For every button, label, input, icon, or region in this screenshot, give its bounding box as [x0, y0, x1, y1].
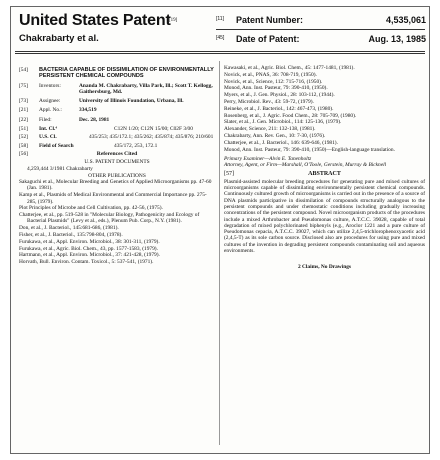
- list-item: Plot Principles of Microbe and Cell Cultivation, pp. 42-56, (1975).: [19, 205, 163, 212]
- list-item: Chatterjee, et al., J. Bacteriol., 146: 639-646, (1981).: [224, 139, 338, 146]
- list-item: Kawasaki, et al., Agric. Biol. Chem., 45: 1477-1481, (1981).: [224, 65, 355, 71]
- abstract-text: Plasmid-assisted molecular breeding procedures for generating pure and mixed cultures of microorganisms capable of dissimilating environmentally persistent chemical compounds. Continuously cultured growth of microorganisms is carried out in the presence of a source of DNA plasmids participative in dissimilation of compounds structurally analogous to the persistent compounds and under chemostatic conditions including gradually increasing concentrations of the persistent compound. Novel microorganism products of the procedures include a mixed Arthrobacter and Pseudomonas culture, A.T.C.C. 39028, capable of total degradation of mixed polychlorinated biphenyls (e.g., Aroclor 1221 and a pure culture of Pseudomonas cepacia, A.T.C.C. 39027, which can utilize 2,4,5-trichlorophenoxyacetic acid (2,4,5-T) as its sole carbon source. Disclosed also are procedures for using pure and mixed cultures of the invention in degrading persistent compounds contaminating soil and aqueous environments.: [224, 178, 425, 255]
- filed-value: Dec. 28, 1981: [79, 116, 110, 123]
- search-field: [19, 143, 215, 149]
- appl-code: [21]: [19, 107, 28, 114]
- uscl-code: [52]: [19, 134, 28, 141]
- patent-number: 4,535,061: [385, 15, 426, 25]
- title-field-code: [54]: [19, 67, 28, 73]
- other-pubs-heading: OTHER PUBLICATIONS: [88, 172, 146, 179]
- search-value: 435/172, 253, 172.1: [114, 142, 158, 149]
- list-item: Rosenberg, et al., J. Agric. Food Chem., 28: 705-709, (1980).: [224, 112, 357, 119]
- list-item: Monod, Ann. Inst. Pasteur, 79: 390-410, (1950).: [224, 85, 328, 92]
- list-item: Alexander, Science, 211: 132-138, (1981).: [224, 126, 316, 133]
- left-column: [19, 67, 215, 266]
- assignee-label: Assignee:: [39, 98, 61, 105]
- intcl-label: Int. Cl.⁴: [39, 126, 57, 133]
- list-item: Kamp et al., Plasmids of Medical Environmental and Commercial Importance pp. 275-285, (1979).: [19, 192, 207, 205]
- refs-heading: References Cited: [96, 150, 138, 157]
- uscl-field: [19, 134, 215, 140]
- appl-label: Appl. No.:: [39, 107, 62, 114]
- us-docs-heading: U.S. PATENT DOCUMENTS: [84, 159, 150, 166]
- invention-title: BACTERIA CAPABLE OF DISSIMILATION OF ENVIRONMENTALLY PERSISTENT CHEMICAL COMPOUNDS: [39, 67, 214, 80]
- list-item: Fisher, et al., J. Bacteriol., 135:798-804, (1978).: [19, 232, 123, 239]
- refs-field: [19, 151, 215, 157]
- date-code: [45]: [216, 35, 225, 41]
- patent-page: [10, 6, 430, 454]
- assignee-value: University of Illinois Foundation, Urbana, Ill.: [79, 98, 184, 105]
- abstract-code: [57]: [224, 171, 234, 178]
- appl-value: 334,519: [79, 107, 97, 114]
- claims-summary: 2 Claims, No Drawings: [297, 264, 351, 271]
- header-rule-top: [216, 29, 425, 30]
- list-item: Furukawa, et al., Appl. Environ. Microbiol., 38: 301-311, (1979).: [19, 238, 160, 245]
- list-item: Myers, et al., J. Gen. Physiol., 28: 103-112, (1944).: [224, 92, 335, 99]
- list-item: Chatterjee, et al., pp. 519-528 in "Molecular Biology, Pathogenicity and Ecology of Bacterial Plasmids" (Levy et al., eds.), Plenum Pub. Corp., N.Y. (1981).: [19, 212, 200, 225]
- primary-examiner: Primary Examiner—Alvin E. Tanenholtz: [224, 155, 312, 162]
- appl-field: [19, 107, 215, 113]
- inventors-field: [19, 83, 215, 96]
- uscl-value: 435/253; 435/172.1; 435/262; 435/874; 435/876; 210/601: [89, 134, 214, 141]
- list-item: Hartmann, et al., Appl. Environ. Microbiol., 37: 421-428, (1979).: [19, 252, 160, 259]
- list-item: Reineke, et al., J. Bacteriol., 142: 467-473, (1980).: [224, 105, 334, 112]
- assignee-field: [19, 98, 215, 104]
- inventors-value: Ananda M. Chakrabarty, Villa Park, Ill.; Scott T. Kellogg, Gaithersburg, Md.: [79, 82, 213, 95]
- list-item: Slater, et al., J. Gen. Microbiol., 114: 125-136, (1979).: [224, 119, 342, 126]
- intcl-value: C12N 1/20; C12N 15/00; C02F 3/00: [114, 126, 193, 133]
- list-item: Monod, Ann. Inst. Pasteur, 79: 390-410, (1950)—English-language translation.: [224, 146, 395, 153]
- header-rule-main: [15, 51, 425, 52]
- title-code: [19]: [169, 18, 178, 23]
- list-item: Perry, Microbiol. Rev., 43: 59-72, (1979).: [224, 98, 314, 105]
- filed-field: [19, 117, 215, 123]
- list-item: Horvath, Bull. Environ. Contam. Toxicol., 5: 537-541, (1971).: [19, 259, 154, 266]
- us-doc-item: 4,259,444 3/1981 Chakrabarty: [27, 165, 93, 172]
- column-divider: [219, 61, 220, 445]
- inventor-header: Chakrabarty et al.: [19, 33, 99, 44]
- search-label: Field of Search: [39, 142, 74, 149]
- refs-code: [56]: [19, 150, 28, 157]
- list-item: Furukawa, et al., Agric. Biol. Chem., 43, pp. 1577-1583, (1979).: [19, 245, 158, 252]
- list-item: Sakaguchi et al., Molecular Breeding and Genetics of Applied Microorganisms pp. 47-60 (Jan. 1981).: [19, 179, 212, 192]
- intcl-field: [19, 126, 215, 132]
- list-item: Chakrabarty, Ann. Rev. Gen., 10: 7-30, (1976).: [224, 132, 326, 139]
- right-refs-list: [224, 65, 425, 153]
- patent-number-label: Patent Number:: [236, 15, 304, 25]
- abstract-heading-row: [224, 171, 425, 177]
- assignee-code: [73]: [19, 98, 28, 105]
- patent-date: Aug. 13, 1985: [368, 34, 426, 44]
- patent-number-code: [11]: [216, 16, 224, 22]
- date-label: Date of Patent:: [236, 34, 300, 44]
- header-rule-double: [15, 53, 425, 54]
- inventors-code: [75]: [19, 82, 28, 89]
- list-item: Novick, et al., Science, 112: 715-716, (1950).: [224, 78, 323, 85]
- right-column: [224, 65, 425, 271]
- left-refs-list: [19, 179, 215, 265]
- intcl-code: [51]: [19, 126, 28, 133]
- search-code: [58]: [19, 142, 28, 149]
- uscl-label: U.S. Cl.: [39, 134, 57, 141]
- inventors-label: Inventors:: [39, 82, 61, 89]
- filed-label: Filed:: [39, 116, 52, 123]
- patent-title: United States Patent: [19, 12, 171, 29]
- abstract-heading: ABSTRACT: [308, 171, 341, 178]
- attorney: Attorney, Agent, or Firm—Marshall, O'Toole, Gerstein, Murray & Bicknell: [224, 162, 387, 169]
- title-field: [19, 67, 215, 80]
- list-item: Don, et al., J. Bacteriol., 145:681-686, (1981).: [19, 225, 119, 232]
- list-item: Novick, et al., PNAS, 36: 708-719, (1950).: [224, 71, 317, 78]
- filed-code: [22]: [19, 116, 28, 123]
